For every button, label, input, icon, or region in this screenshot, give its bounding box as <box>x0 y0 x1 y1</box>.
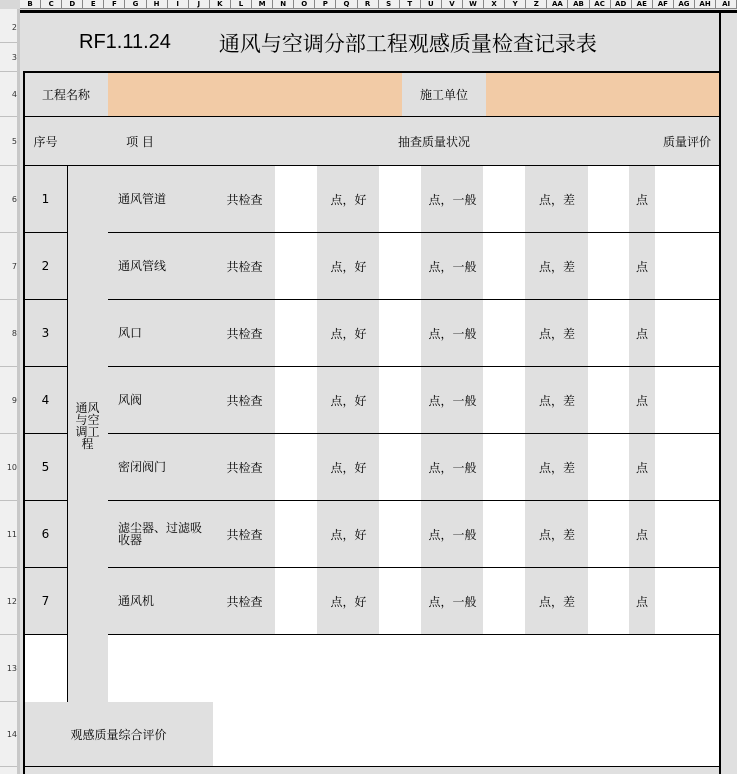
count-good-input[interactable] <box>379 233 422 300</box>
column-header[interactable]: T <box>400 0 421 8</box>
row-header[interactable]: 12 <box>0 568 17 635</box>
count-poor-input[interactable] <box>588 434 630 501</box>
phrase-poor: 点，差 <box>525 300 589 367</box>
quality-evaluation-input[interactable] <box>655 434 720 501</box>
phrase-total: 共检查 <box>213 501 276 568</box>
phrase-poor: 点，差 <box>525 233 589 300</box>
row-seq: 4 <box>24 367 68 434</box>
column-header[interactable]: AF <box>653 0 674 8</box>
row-header[interactable]: 9 <box>0 367 17 434</box>
blank-item-cell[interactable] <box>108 635 214 703</box>
row-header[interactable]: 3 <box>0 43 17 72</box>
phrase-good: 点，好 <box>317 501 380 568</box>
count-total-input[interactable] <box>275 300 318 367</box>
phrase-good: 点，好 <box>317 434 380 501</box>
frame-left <box>23 72 25 774</box>
row-header[interactable]: 5 <box>0 117 17 166</box>
row-seq: 2 <box>24 233 68 300</box>
phrase-total: 共检查 <box>213 568 276 635</box>
row-item: 密闭阀门 <box>108 434 214 501</box>
column-header[interactable]: AC <box>590 0 611 8</box>
column-header[interactable]: H <box>147 0 168 8</box>
column-header[interactable]: X <box>484 0 505 8</box>
column-header[interactable]: F <box>104 0 125 8</box>
row-item: 滤尘器、过滤吸收器 <box>108 501 214 568</box>
count-good-input[interactable] <box>379 501 422 568</box>
count-normal-input[interactable] <box>483 501 526 568</box>
row-seq: 7 <box>24 568 68 635</box>
column-header[interactable]: AH <box>695 0 716 8</box>
phrase-total: 共检查 <box>213 166 276 233</box>
quality-evaluation-input[interactable] <box>655 568 720 635</box>
phrase-poor: 点，差 <box>525 367 589 434</box>
count-poor-input[interactable] <box>588 300 630 367</box>
phrase-end: 点 <box>629 166 656 233</box>
column-header[interactable]: AI <box>716 0 737 8</box>
phrase-end: 点 <box>629 501 656 568</box>
row-item: 通风机 <box>108 568 214 635</box>
phrase-total: 共检查 <box>213 300 276 367</box>
count-normal-input[interactable] <box>483 300 526 367</box>
column-header[interactable]: K <box>210 0 231 8</box>
count-good-input[interactable] <box>379 166 422 233</box>
quality-evaluation-input[interactable] <box>655 300 720 367</box>
phrase-total: 共检查 <box>213 434 276 501</box>
column-header[interactable]: C <box>41 0 62 8</box>
count-total-input[interactable] <box>275 166 318 233</box>
column-header[interactable]: M <box>252 0 273 8</box>
column-header[interactable]: J <box>189 0 210 8</box>
phrase-end: 点 <box>629 300 656 367</box>
column-header[interactable]: N <box>273 0 294 8</box>
row-seq: 1 <box>24 166 68 233</box>
header-seq: 序号 <box>24 117 68 166</box>
count-normal-input[interactable] <box>483 568 526 635</box>
phrase-good: 点，好 <box>317 367 380 434</box>
column-header[interactable]: U <box>421 0 442 8</box>
count-poor-input[interactable] <box>588 568 630 635</box>
phrase-poor: 点，差 <box>525 166 589 233</box>
construction-unit-label: 施工单位 <box>402 72 487 117</box>
count-total-input[interactable] <box>275 367 318 434</box>
column-header[interactable]: I <box>168 0 189 8</box>
phrase-normal: 点，一般 <box>421 367 484 434</box>
quality-evaluation-input[interactable] <box>655 501 720 568</box>
phrase-end: 点 <box>629 233 656 300</box>
phrase-normal: 点，一般 <box>421 568 484 635</box>
column-header[interactable]: Q <box>336 0 357 8</box>
summary-input[interactable] <box>213 702 720 767</box>
row-header[interactable]: 2 <box>0 12 17 43</box>
column-header[interactable]: AD <box>611 0 632 8</box>
form-code: RF1.11.24 <box>79 31 171 53</box>
column-header[interactable]: D <box>62 0 83 8</box>
count-total-input[interactable] <box>275 501 318 568</box>
row-header[interactable]: 13 <box>0 635 17 702</box>
row-header[interactable]: 8 <box>0 300 17 367</box>
row-item: 通风管道 <box>108 166 214 233</box>
frame-right <box>719 13 721 774</box>
row-header[interactable]: 14 <box>0 702 17 767</box>
header-item: 项 目 <box>67 117 214 166</box>
count-normal-input[interactable] <box>483 166 526 233</box>
count-good-input[interactable] <box>379 300 422 367</box>
phrase-good: 点，好 <box>317 233 380 300</box>
phrase-poor: 点，差 <box>525 501 589 568</box>
column-header[interactable]: R <box>358 0 379 8</box>
column-header[interactable]: O <box>294 0 315 8</box>
count-total-input[interactable] <box>275 568 318 635</box>
column-header[interactable]: AG <box>674 0 695 8</box>
column-header[interactable]: AE <box>632 0 653 8</box>
column-header[interactable]: Z <box>526 0 547 8</box>
count-poor-input[interactable] <box>588 367 630 434</box>
count-good-input[interactable] <box>379 434 422 501</box>
column-header[interactable]: S <box>379 0 400 8</box>
column-header[interactable]: E <box>83 0 104 8</box>
phrase-good: 点，好 <box>317 568 380 635</box>
phrase-normal: 点，一般 <box>421 434 484 501</box>
row-item: 通风管线 <box>108 233 214 300</box>
project-name-input[interactable] <box>108 72 403 117</box>
phrase-normal: 点，一般 <box>421 501 484 568</box>
phrase-total: 共检查 <box>213 233 276 300</box>
count-normal-input[interactable] <box>483 367 526 434</box>
count-total-input[interactable] <box>275 233 318 300</box>
phrase-good: 点，好 <box>317 166 380 233</box>
construction-unit-input[interactable] <box>486 72 720 117</box>
row-seq: 6 <box>24 501 68 568</box>
column-header[interactable]: AB <box>568 0 589 8</box>
count-poor-input[interactable] <box>588 166 630 233</box>
column-header[interactable]: W <box>463 0 484 8</box>
phrase-normal: 点，一般 <box>421 233 484 300</box>
phrase-poor: 点，差 <box>525 568 589 635</box>
phrase-end: 点 <box>629 568 656 635</box>
form-title <box>24 13 719 72</box>
count-good-input[interactable] <box>379 367 422 434</box>
count-total-input[interactable] <box>275 434 318 501</box>
phrase-good: 点，好 <box>317 300 380 367</box>
column-headers <box>20 0 737 9</box>
category-label <box>67 166 109 703</box>
count-normal-input[interactable] <box>483 434 526 501</box>
phrase-end: 点 <box>629 367 656 434</box>
column-header[interactable]: V <box>442 0 463 8</box>
quality-evaluation-input[interactable] <box>655 166 720 233</box>
row-item: 风阀 <box>108 367 214 434</box>
header-status: 抽查质量状况 <box>213 117 656 166</box>
quality-evaluation-input[interactable] <box>655 233 720 300</box>
header-evaluation: 质量评价 <box>655 117 720 166</box>
row-header[interactable]: 4 <box>0 72 17 117</box>
phrase-end: 点 <box>629 434 656 501</box>
blank-status-cell[interactable] <box>213 635 656 703</box>
column-header[interactable]: Y <box>505 0 526 8</box>
row-seq: 5 <box>24 434 68 501</box>
column-header[interactable]: G <box>125 0 146 8</box>
row-header[interactable]: 6 <box>0 166 17 233</box>
row-header[interactable]: 7 <box>0 233 17 300</box>
phrase-normal: 点，一般 <box>421 300 484 367</box>
summary-label: 观感质量综合评价 <box>24 702 214 767</box>
row-headers <box>0 9 20 774</box>
project-name-label: 工程名称 <box>24 72 109 117</box>
row-seq: 3 <box>24 300 68 367</box>
frame-top <box>23 71 720 73</box>
phrase-normal: 点，一般 <box>421 166 484 233</box>
column-header[interactable]: L <box>231 0 252 8</box>
category-text: 通风与空调工程 <box>75 401 100 451</box>
count-normal-input[interactable] <box>483 233 526 300</box>
column-header[interactable]: P <box>315 0 336 8</box>
row-header[interactable]: 10 <box>0 434 17 501</box>
select-all-corner[interactable] <box>0 0 20 9</box>
form-name: 通风与空调分部工程观感质量检查记录表 <box>218 31 597 56</box>
phrase-poor: 点，差 <box>525 434 589 501</box>
column-header[interactable]: AA <box>547 0 568 8</box>
row-header[interactable]: 11 <box>0 501 17 568</box>
count-poor-input[interactable] <box>588 233 630 300</box>
blank-seq-cell[interactable] <box>24 635 68 703</box>
blank-evaluation-cell[interactable] <box>655 635 720 703</box>
quality-evaluation-input[interactable] <box>655 367 720 434</box>
column-header[interactable]: B <box>20 0 41 8</box>
count-good-input[interactable] <box>379 568 422 635</box>
count-poor-input[interactable] <box>588 501 630 568</box>
phrase-total: 共检查 <box>213 367 276 434</box>
row-item: 风口 <box>108 300 214 367</box>
